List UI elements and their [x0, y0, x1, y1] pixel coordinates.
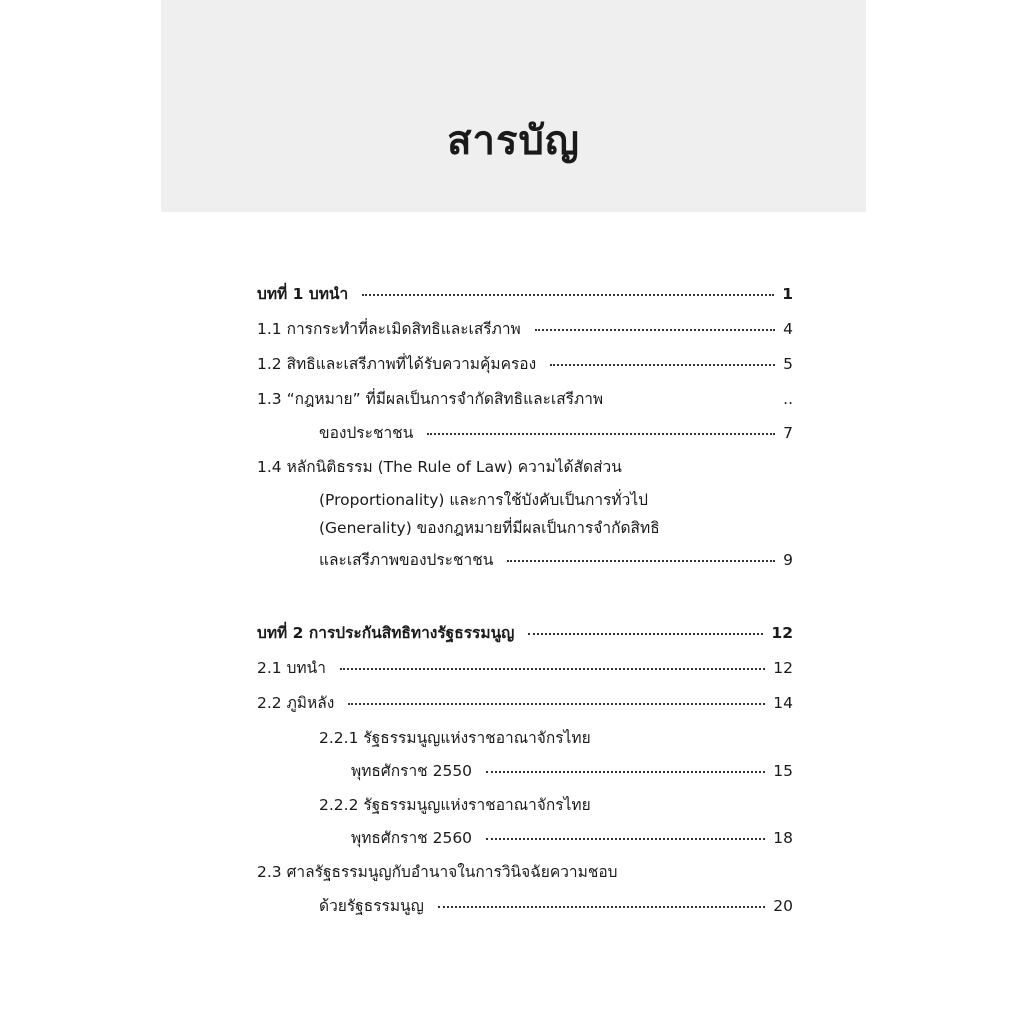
toc-chapter-1[interactable] — [257, 284, 793, 304]
toc-section-2-2-1-line1[interactable]: 2.2.1 รัฐธรรมนูญแห่งราชอาณาจักรไทย — [319, 729, 591, 747]
toc-page-number: 12 — [773, 659, 793, 677]
toc-section-1-4-line1[interactable]: 1.4 หลักนิติธรรม (The Rule of Law) ความได้สัดส่วน — [257, 458, 622, 476]
dot-leader — [507, 560, 775, 562]
dot-leader — [535, 329, 775, 331]
toc-section-1-2[interactable] — [257, 354, 793, 374]
toc-entry-title: 2.1 บทนำ — [257, 659, 326, 677]
page-title: สารบัญ — [447, 118, 580, 164]
toc-entry-title: 2.2 ภูมิหลัง — [257, 694, 335, 712]
dot-leader — [348, 703, 765, 705]
dot-leader — [528, 633, 763, 635]
toc-entry-title-cont: และเสรีภาพของประชาชน — [319, 551, 494, 569]
toc-page-number: 20 — [773, 897, 793, 915]
toc-section-1-4-line4[interactable] — [319, 550, 793, 570]
toc-section-2-3-line1[interactable]: 2.3 ศาลรัฐธรรมนูญกับอำนาจในการวินิจฉัยความชอบ — [257, 863, 618, 881]
toc-entry-title: บทที่ 1 บทนำ — [257, 285, 349, 303]
toc-section-1-3-line1[interactable] — [257, 389, 793, 409]
toc-page-number: 12 — [771, 624, 793, 642]
toc-section-2-2-2-line2[interactable] — [351, 828, 793, 848]
dot-leader — [486, 771, 765, 773]
toc-entry-title-cont: พุทธศักราช 2560 — [351, 829, 473, 847]
toc-page-number: 4 — [783, 320, 793, 338]
toc-section-1-3-line2[interactable] — [319, 423, 793, 443]
toc-section-2-1[interactable] — [257, 658, 793, 678]
toc-chapter-2[interactable] — [257, 623, 793, 643]
toc-page-number: 5 — [783, 355, 793, 373]
dot-leader — [550, 364, 775, 366]
dot-leader — [362, 294, 774, 296]
toc-entry-title: 1.3 “กฎหมาย” ที่มีผลเป็นการจำกัดสิทธิและเสรีภาพ — [257, 390, 604, 408]
toc-section-2-2[interactable] — [257, 693, 793, 713]
toc-section-1-4-line2: (Proportionality) และการใช้บังคับเป็นการทั่วไป — [319, 491, 648, 509]
toc-entry-title-cont: ของประชาชน — [319, 424, 414, 442]
toc-entry-title: 1.1 การกระทำที่ละเมิดสิทธิและเสรีภาพ — [257, 320, 521, 338]
dot-leader — [486, 838, 765, 840]
dot-leader — [427, 433, 775, 435]
toc-entry-title-cont: พุทธศักราช 2550 — [351, 762, 473, 780]
toc-page-number: 1 — [782, 285, 793, 303]
toc-section-2-2-2-line1[interactable]: 2.2.2 รัฐธรรมนูญแห่งราชอาณาจักรไทย — [319, 796, 591, 814]
toc-page-number: 18 — [773, 829, 793, 847]
toc-section-1-4-line3: (Generality) ของกฎหมายที่มีผลเป็นการจำกัดสิทธิ — [319, 519, 660, 537]
toc-section-1-1[interactable] — [257, 319, 793, 339]
toc-section-2-2-1-line2[interactable] — [351, 761, 793, 781]
toc-section-2-3-line2[interactable] — [319, 896, 793, 916]
toc-entry-title-cont: ด้วยรัฐธรรมนูญ — [319, 897, 424, 915]
dot-leader — [438, 906, 765, 908]
toc-entry-title: บทที่ 2 การประกันสิทธิทางรัฐธรรมนูญ — [257, 624, 515, 642]
dot-leader — [340, 668, 765, 670]
toc-continuation-mark: .. — [783, 390, 793, 408]
toc-page-number: 9 — [783, 551, 793, 569]
toc-page-number: 7 — [783, 424, 793, 442]
toc-page-number: 14 — [773, 694, 793, 712]
toc-entry-title: 1.2 สิทธิและเสรีภาพที่ได้รับความคุ้มครอง — [257, 355, 537, 373]
toc-page-number: 15 — [773, 762, 793, 780]
